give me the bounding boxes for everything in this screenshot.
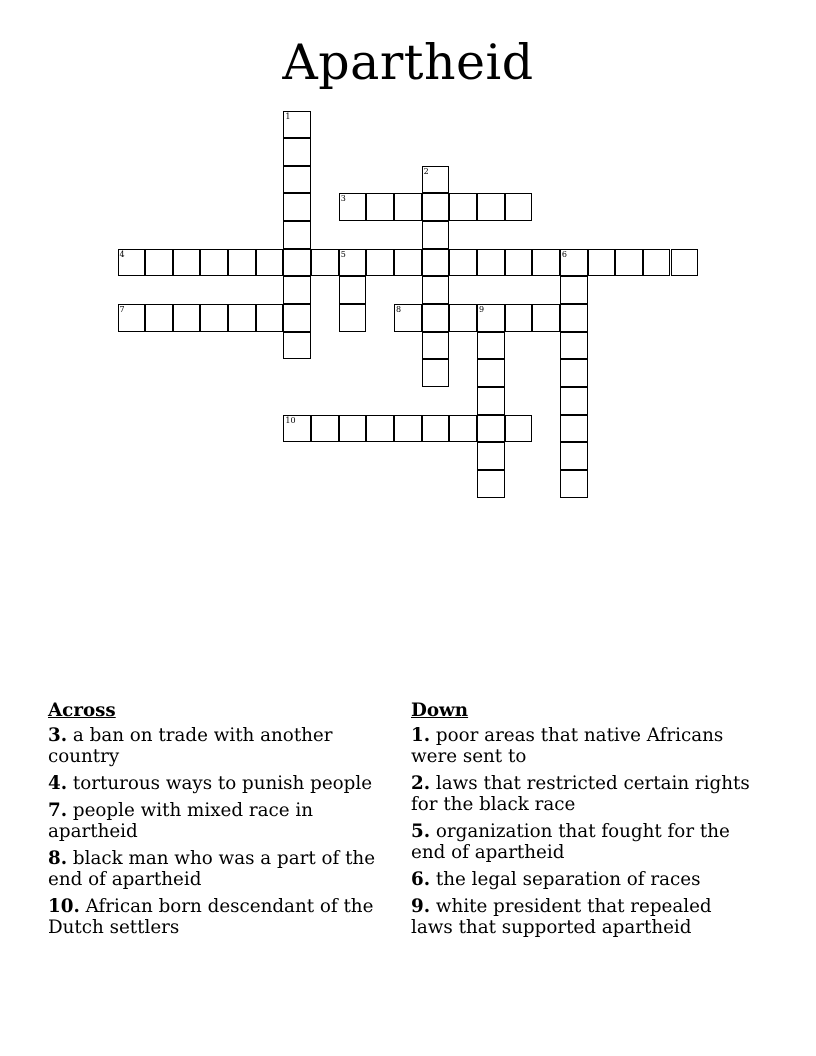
grid-cell[interactable] [477, 442, 505, 470]
clue-text: organization that fought for the end of apartheid [411, 821, 730, 863]
grid-cell[interactable] [118, 249, 146, 277]
grid-cell[interactable] [256, 304, 284, 332]
across-clue [48, 773, 393, 794]
cell-number: 8 [396, 305, 402, 315]
grid-cell[interactable] [505, 304, 533, 332]
grid-cell[interactable] [145, 249, 173, 277]
cell-number: 5 [340, 249, 346, 259]
page-title: Apartheid [282, 34, 534, 91]
cell-number: 7 [119, 305, 125, 315]
grid-cell[interactable] [394, 415, 422, 443]
grid-cell[interactable] [560, 470, 588, 498]
grid-cell[interactable] [422, 359, 450, 387]
grid-cell[interactable] [449, 193, 477, 221]
grid-cell[interactable] [339, 276, 367, 304]
clue-number: 4. [48, 773, 68, 794]
grid-cell[interactable] [339, 415, 367, 443]
grid-cell[interactable] [366, 415, 394, 443]
grid-cell[interactable] [477, 193, 505, 221]
clue-text: people with mixed race in apartheid [48, 800, 313, 842]
cell-number: 3 [340, 194, 346, 204]
grid-cell[interactable] [422, 166, 450, 194]
clue-text: laws that restricted certain rights for the black race [411, 773, 750, 815]
grid-cell[interactable] [228, 304, 256, 332]
grid-cell[interactable] [394, 193, 422, 221]
grid-cell[interactable] [200, 304, 228, 332]
grid-cell[interactable] [449, 304, 477, 332]
grid-cell[interactable] [422, 332, 450, 360]
clue-number: 10. [48, 896, 80, 917]
grid-cell[interactable] [283, 193, 311, 221]
grid-cell[interactable] [477, 249, 505, 277]
grid-cell[interactable] [422, 221, 450, 249]
clue-number: 9. [411, 896, 431, 917]
clue-number: 6. [411, 869, 431, 890]
grid-cell[interactable] [477, 415, 505, 443]
clue-text: torturous ways to punish people [72, 773, 373, 794]
grid-cell[interactable] [283, 111, 311, 139]
down-clues [411, 700, 756, 944]
across-clues [48, 700, 393, 944]
grid-cell[interactable] [477, 470, 505, 498]
grid-cell[interactable] [283, 415, 311, 443]
grid-cell[interactable] [339, 193, 367, 221]
grid-cell[interactable] [366, 249, 394, 277]
grid-cell[interactable] [422, 304, 450, 332]
grid-cell[interactable] [560, 415, 588, 443]
grid-cell[interactable] [477, 359, 505, 387]
grid-cell[interactable] [283, 138, 311, 166]
cell-number: 6 [561, 249, 567, 259]
grid-cell[interactable] [449, 249, 477, 277]
grid-cell[interactable] [505, 415, 533, 443]
grid-cell[interactable] [422, 249, 450, 277]
down-clue [411, 725, 756, 767]
grid-cell[interactable] [283, 249, 311, 277]
grid-cell[interactable] [283, 276, 311, 304]
grid-cell[interactable] [560, 304, 588, 332]
grid-cell[interactable] [339, 249, 367, 277]
cell-number: 10 [285, 415, 296, 425]
grid-cell[interactable] [394, 304, 422, 332]
clue-text: white president that repealed laws that supported apartheid [411, 896, 712, 938]
clue-number: 3. [48, 725, 68, 746]
across-clue [48, 800, 393, 842]
across-heading: Across [48, 700, 116, 721]
grid-cell[interactable] [588, 249, 616, 277]
grid-cell[interactable] [339, 304, 367, 332]
grid-cell[interactable] [532, 249, 560, 277]
grid-cell[interactable] [422, 415, 450, 443]
grid-cell[interactable] [449, 415, 477, 443]
grid-cell[interactable] [560, 387, 588, 415]
grid-cell[interactable] [560, 276, 588, 304]
grid-cell[interactable] [200, 249, 228, 277]
clue-text: African born descendant of the Dutch settlers [48, 896, 374, 938]
down-clue [411, 773, 756, 815]
grid-cell[interactable] [643, 249, 671, 277]
clue-number: 2. [411, 773, 431, 794]
grid-cell[interactable] [311, 415, 339, 443]
clue-number: 5. [411, 821, 431, 842]
clue-number: 1. [411, 725, 431, 746]
grid-cell[interactable] [173, 304, 201, 332]
grid-cell[interactable] [560, 442, 588, 470]
clue-text: the legal separation of races [435, 869, 701, 890]
grid-cell[interactable] [394, 249, 422, 277]
grid-cell[interactable] [560, 359, 588, 387]
down-clue [411, 896, 756, 938]
grid-cell[interactable] [422, 193, 450, 221]
grid-cell[interactable] [560, 249, 588, 277]
across-clue [48, 896, 393, 938]
grid-cell[interactable] [283, 304, 311, 332]
across-clue [48, 848, 393, 890]
cell-number: 9 [478, 305, 485, 315]
grid-cell[interactable] [615, 249, 643, 277]
grid-cell[interactable] [505, 193, 533, 221]
grid-cell[interactable] [477, 304, 505, 332]
grid-cell[interactable] [366, 193, 394, 221]
grid-cell[interactable] [228, 249, 256, 277]
grid-cell[interactable] [118, 304, 146, 332]
clue-text: black man who was a part of the end of apartheid [48, 848, 376, 890]
grid-cell[interactable] [283, 332, 311, 360]
grid-cell[interactable] [532, 304, 560, 332]
grid-cell[interactable] [145, 304, 173, 332]
clue-text: a ban on trade with another country [48, 725, 333, 767]
crossword-grid [0, 0, 816, 520]
grid-cell[interactable] [505, 249, 533, 277]
clue-number: 8. [48, 848, 68, 869]
grid-cell[interactable] [173, 249, 201, 277]
grid-cell[interactable] [283, 221, 311, 249]
grid-cell[interactable] [283, 166, 311, 194]
grid-cell[interactable] [560, 332, 588, 360]
down-heading: Down [411, 700, 469, 721]
grid-cell[interactable] [671, 249, 699, 277]
cell-number: 1 [285, 111, 291, 121]
down-clue [411, 869, 756, 890]
cell-number: 2 [423, 166, 429, 176]
clue-number: 7. [48, 800, 68, 821]
grid-cell[interactable] [477, 332, 505, 360]
grid-cell[interactable] [311, 249, 339, 277]
grid-cell[interactable] [422, 276, 450, 304]
across-clue [48, 725, 393, 767]
grid-cell[interactable] [477, 387, 505, 415]
grid-cell[interactable] [256, 249, 284, 277]
cell-number: 4 [119, 249, 125, 259]
clue-text: poor areas that native Africans were sent to [411, 725, 724, 767]
down-clue [411, 821, 756, 863]
